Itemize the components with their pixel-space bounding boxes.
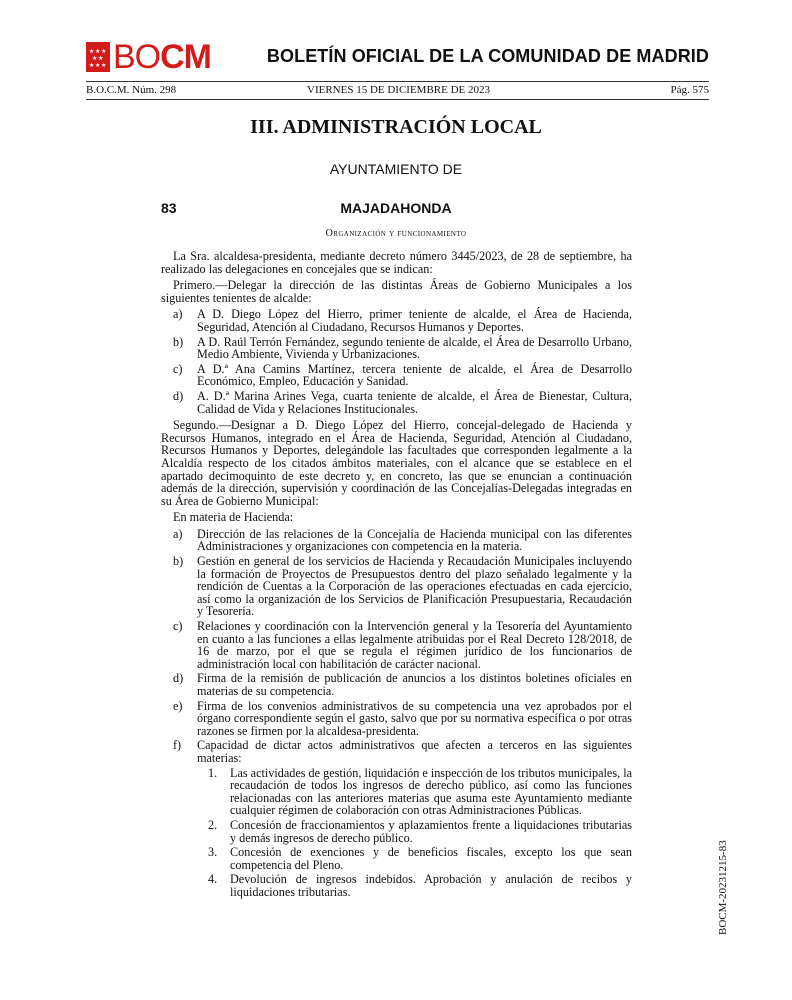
list-item xyxy=(161,700,632,738)
organization-name: MAJADAHONDA xyxy=(340,200,452,216)
bulletin-date: VIERNES 15 DE DICIEMBRE DE 2023 xyxy=(307,84,491,96)
list-item xyxy=(161,336,632,361)
list-item-text: Capacidad de dictar actos administrativos que afecten a terceros en las siguientes materias: xyxy=(197,738,632,765)
sub-list-item-label: 2. xyxy=(208,817,218,832)
madrid-flag-icon: ★ ★ ★ ★ ★ ★ ★ ★ xyxy=(86,42,110,72)
list-item xyxy=(161,620,632,670)
list-item-text: A D.ª Ana Camins Martínez, tercera teniente de alcalde, el Área de Desarrollo Económico, Empleo, Educación y Sanidad. xyxy=(197,361,632,389)
list-item-label: d) xyxy=(173,388,184,403)
header-meta xyxy=(86,84,709,98)
list-item-text: A. D.ª Marina Arines Vega, cuarta teniente de alcalde, el Área de Bienestar, Cultura, Calidad de Vida y Relaciones Institucionales. xyxy=(197,388,632,416)
section-title: III. ADMINISTRACIÓN LOCAL xyxy=(250,116,542,138)
segundo-paragraph: Segundo.—Designar a D. Diego López del Hierro, concejal-delegado de Hacienda y Recursos Humanos, integrado en el Área de Hacienda, Seguridad, Atención al Ciudadano, Recursos Humanos y Deportes, delegándole las facultades que corresponden legalmente a la Alcaldía respecto de los citados ámbitos materiales, con el alcance que se establece en el apartado decimoquinto de este decreto y, en concreto, las que se enuncian a continuación además de la dirección, supervisión y coordinación de las Concejalías-Delegadas integradas en su Área de Gobierno Municipal: xyxy=(161,418,632,508)
sub-list-item xyxy=(161,846,632,871)
sub-list-item-label: 1. xyxy=(208,765,218,780)
list-item-text: Gestión en general de los servicios de Hacienda y Recaudación Municipales incluyendo la formación de Proyectos de Presupuestos dentro del plazo señalado legalmente y la rendición de Cuentas a la Corporación de las operaciones efectuadas en cada ejercicio, así como la organización de los Servicios de Planificación Presupuestaria, Recaudación y Tesorería. xyxy=(197,554,632,619)
list-item-text: A D. Diego López del Hierro, primer teniente de alcalde, el Área de Hacienda, Seguridad, Atención al Ciudadano, Recursos Humanos y Deportes. xyxy=(197,307,632,334)
sub-list-item xyxy=(161,819,632,844)
page-number: Pág. 575 xyxy=(670,84,709,96)
sub-list-item-text: Concesión de fraccionamientos y aplazamientos frente a liquidaciones tributarias y demás ingresos de derecho público. xyxy=(230,817,632,845)
list-item-text: Firma de la remisión de publicación de anuncios a los distintos boletines oficiales en materias de su competencia. xyxy=(197,671,632,698)
logo-text-bo: BO xyxy=(113,38,161,76)
journal-title: BOLETÍN OFICIAL DE LA COMUNIDAD DE MADRID xyxy=(266,46,709,66)
bocm-logo xyxy=(86,40,211,74)
list-item-text: A D. Raúl Terrón Fernández, segundo teniente de alcalde, el Área de Desarrollo Urbano, Medio Ambiente, Vivienda y Urbanizaciones. xyxy=(197,334,632,362)
hacienda-list xyxy=(161,528,632,899)
bulletin-number: B.O.C.M. Núm. 298 xyxy=(86,84,177,96)
hacienda-heading: En materia de Hacienda: xyxy=(173,510,294,525)
list-item-text: Relaciones y coordinación con la Intervención general y la Tesorería del Ayuntamiento en cuanto a las funciones a ellas legalmente atribuidas por el Real Decreto 128/2018, de 16 de marzo, por el que se regula el régimen jurídico de los funcionarios de administración local con habilitación de carácter nacional. xyxy=(197,619,632,671)
list-item-label: d) xyxy=(173,671,184,686)
sub-list-item xyxy=(161,767,632,817)
document-body xyxy=(161,250,632,903)
list-item-label: c) xyxy=(173,361,183,376)
list-item xyxy=(161,739,632,764)
list-item xyxy=(161,308,632,333)
list-item xyxy=(161,363,632,388)
organization-prefix: AYUNTAMIENTO DE xyxy=(329,161,463,177)
sub-list-item xyxy=(161,873,632,898)
list-item xyxy=(161,555,632,618)
list-item-label: a) xyxy=(173,307,183,322)
intro-paragraph: La Sra. alcaldesa-presidenta, mediante decreto número 3445/2023, de 28 de septiembre, ha realizado las delegaciones en concejales que se indican: xyxy=(161,249,632,276)
list-item-label: a) xyxy=(173,526,183,541)
logo-text-cm: CM xyxy=(160,38,212,76)
announcement-number: 83 xyxy=(161,200,177,216)
header-rule-top xyxy=(86,81,709,82)
list-item-text: Firma de los convenios administrativos de su competencia una vez aprobados por el órgano correspondiente según el gasto, salvo que por su normativa específica o por otras razones se firmen por la alcaldesa-presidenta. xyxy=(197,698,632,738)
list-item xyxy=(161,672,632,697)
sub-list-item-label: 3. xyxy=(208,845,218,860)
list-item-label: f) xyxy=(173,738,182,753)
list-item-text: Dirección de las relaciones de la Concejalía de Hacienda municipal con las diferentes Administraciones y organizaciones con competencia en la materia. xyxy=(197,526,632,554)
list-item-label: b) xyxy=(173,554,184,569)
primero-list xyxy=(161,308,632,415)
header-rule-bottom xyxy=(86,99,709,100)
list-item xyxy=(161,528,632,553)
sub-list-item-text: Concesión de exenciones y de beneficios fiscales, excepto los que sean competencia del Pleno. xyxy=(230,845,632,872)
sub-list-item-label: 4. xyxy=(208,872,218,887)
list-item-label: b) xyxy=(173,334,184,349)
list-item-label: c) xyxy=(173,619,183,634)
subsection-title: Organización y funcionamiento xyxy=(325,228,467,239)
document-code: BOCM-20231215-83 xyxy=(717,840,729,935)
sub-list-item-text: Devolución de ingresos indebidos. Aprobación y anulación de recibos y liquidaciones tributarias. xyxy=(230,872,632,899)
list-item xyxy=(161,390,632,415)
masthead xyxy=(86,40,709,76)
list-item-label: e) xyxy=(173,698,183,713)
primero-paragraph: Primero.—Delegar la dirección de las distintas Áreas de Gobierno Municipales a los siguientes tenientes de alcalde: xyxy=(161,278,632,305)
sub-list-item-text: Las actividades de gestión, liquidación e inspección de los tributos municipales, la recaudación de todos los ingresos de derecho público, así como las funciones relacionadas con las anteriores materias que asuma este Ayuntamiento mediante cualquier régimen de colaboración con otras Administraciones Públicas. xyxy=(230,765,632,818)
